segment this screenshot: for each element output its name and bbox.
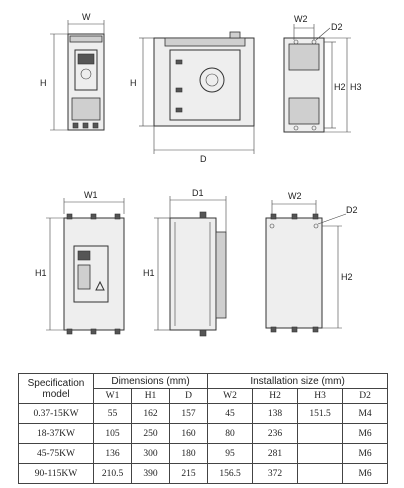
label-mid-back-h2: H2 (341, 272, 353, 282)
cell-value: 156.5 (208, 464, 253, 484)
subheader-w1: W1 (94, 389, 132, 404)
label-top-back-h2: H2 (334, 82, 346, 92)
cell-value: 136 (94, 444, 132, 464)
cell-value (298, 424, 343, 444)
cell-value: 162 (132, 404, 170, 424)
cell-model: 90-115KW (19, 464, 94, 484)
table-row (19, 424, 388, 444)
cell-value: M6 (343, 464, 388, 484)
specification-table (18, 373, 388, 484)
mid-side-view (143, 188, 226, 336)
label-top-side-h: H (130, 78, 137, 88)
cell-value: 138 (253, 404, 298, 424)
header-specification-model: Specification model (19, 374, 94, 404)
label-top-front-h: H (40, 78, 47, 88)
cell-value: 105 (94, 424, 132, 444)
label-top-side-d: D (200, 154, 207, 164)
cell-value: 151.5 (298, 404, 343, 424)
subheader-h1: H1 (132, 389, 170, 404)
cell-value: 281 (253, 444, 298, 464)
cell-value: 55 (94, 404, 132, 424)
cell-value: 95 (208, 444, 253, 464)
label-mid-front-h1: H1 (35, 268, 47, 278)
subheader-d: D (170, 389, 208, 404)
cell-value: 250 (132, 424, 170, 444)
header-dimensions: Dimensions (mm) (94, 374, 208, 389)
cell-value (298, 444, 343, 464)
top-back-view (284, 14, 362, 132)
label-top-front-w: W (82, 12, 91, 22)
label-mid-back-d2: D2 (346, 205, 358, 215)
subheader-d2: D2 (343, 389, 388, 404)
top-front-view (40, 12, 104, 130)
cell-value: 180 (170, 444, 208, 464)
cell-value: 215 (170, 464, 208, 484)
cell-value: M6 (343, 444, 388, 464)
label-mid-front-w1: W1 (84, 190, 98, 200)
cell-value (298, 464, 343, 484)
top-side-view (130, 32, 254, 164)
cell-value: 160 (170, 424, 208, 444)
cell-model: 45-75KW (19, 444, 94, 464)
label-mid-side-d1: D1 (192, 188, 204, 198)
cell-value: M4 (343, 404, 388, 424)
cell-value: 80 (208, 424, 253, 444)
label-mid-back-w2: W2 (288, 191, 302, 201)
label-top-back-h3: H3 (350, 82, 362, 92)
table-row (19, 444, 388, 464)
cell-value: 372 (253, 464, 298, 484)
subheader-h3: H3 (298, 389, 343, 404)
label-mid-side-h1: H1 (143, 268, 155, 278)
cell-model: 18-37KW (19, 424, 94, 444)
cell-value: M6 (343, 424, 388, 444)
table-row (19, 404, 388, 424)
cell-value: 390 (132, 464, 170, 484)
label-top-back-d2: D2 (331, 22, 343, 32)
mid-back-view (266, 191, 358, 332)
cell-value: 236 (253, 424, 298, 444)
cell-value: 157 (170, 404, 208, 424)
subheader-h2: H2 (253, 389, 298, 404)
cell-model: 0.37-15KW (19, 404, 94, 424)
mid-front-view (35, 190, 124, 334)
cell-value: 300 (132, 444, 170, 464)
subheader-w2: W2 (208, 389, 253, 404)
header-installation-size: Installation size (mm) (208, 374, 388, 389)
label-top-back-w2: W2 (294, 14, 308, 24)
cell-value: 45 (208, 404, 253, 424)
cell-value: 210.5 (94, 464, 132, 484)
table-row (19, 464, 388, 484)
